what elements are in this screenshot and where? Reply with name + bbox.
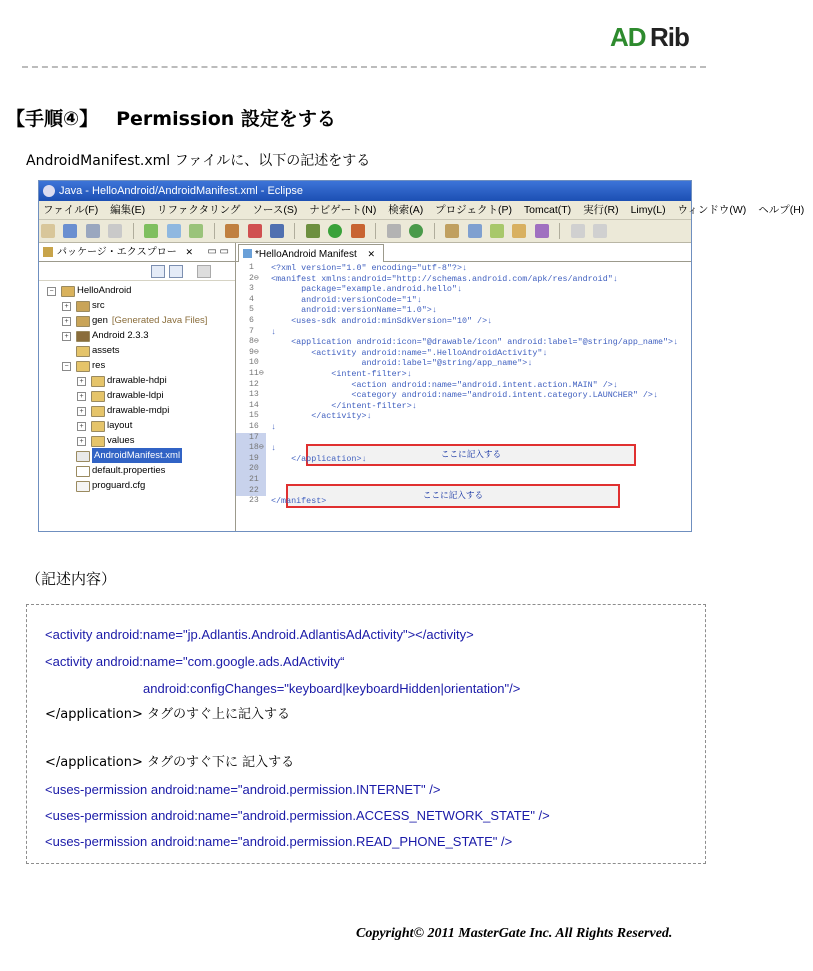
tree-item-text: layout: [107, 420, 133, 431]
tree-item-label: [107, 433, 134, 448]
package-explorer-toolbar: [39, 262, 235, 281]
toolbar-separator: [214, 223, 215, 239]
tree-item-label: [107, 388, 164, 403]
tree-item-text: proguard.cfg: [92, 480, 146, 491]
line-number: 6: [249, 316, 254, 325]
page-subtitle: AndroidManifest.xml ファイルに、以下の記述をする: [26, 153, 371, 169]
code-line: <intent-filter>↓: [271, 369, 412, 379]
menu-navigate[interactable]: ナビゲート(N): [309, 204, 377, 216]
build-icon[interactable]: [225, 224, 239, 238]
editor-tab-label: *HelloAndroid Manifest: [255, 249, 357, 260]
expand-icon[interactable]: +: [62, 332, 71, 341]
code-line: <manifest xmlns:android="http://schemas.android.com/apk/res/android"↓: [271, 273, 618, 284]
code-line: ↓: [271, 422, 277, 432]
line-number: 15: [249, 411, 259, 421]
eclipse-title-bar: [39, 181, 691, 201]
code-line: </intent-filter>↓: [271, 400, 417, 411]
tree-item-text: assets: [92, 345, 120, 356]
line-number: 4: [249, 294, 254, 304]
line-number: 1: [249, 263, 254, 272]
package-explorer-label: パッケージ・エクスプロー: [57, 247, 177, 258]
code-line: <uses-sdk android:minSdkVersion="10" />↓: [271, 316, 493, 326]
code-line: </manifest>: [271, 496, 327, 507]
tree-item[interactable]: [39, 418, 235, 433]
expand-icon[interactable]: +: [62, 302, 71, 311]
tree-item-text: Android 2.3.3: [92, 330, 149, 341]
editor-pane: [236, 243, 691, 531]
code-line-config-changes: android:configChanges="keyboard|keyboardHidden|orientation"/>: [143, 681, 521, 696]
code-line: <category android:name="android.intent.category.LAUNCHER" />↓: [271, 390, 658, 401]
forward-icon[interactable]: [593, 224, 607, 238]
run-icon[interactable]: [328, 224, 342, 238]
file-icon: [76, 481, 90, 492]
tree-item[interactable]: [39, 463, 235, 478]
open-resource-icon[interactable]: [468, 224, 482, 238]
expand-icon[interactable]: +: [62, 317, 71, 326]
code-line: ↓: [271, 443, 277, 454]
collapse-icon[interactable]: −: [47, 287, 56, 296]
tree-item[interactable]: [39, 343, 235, 358]
tree-item-text: drawable-hdpi: [107, 375, 167, 386]
tree-item[interactable]: [39, 403, 235, 418]
instruction-above-application: </application> タグのすぐ上に記入する: [45, 707, 291, 722]
line-number: 16: [249, 422, 259, 431]
eclipse-toolbar: [39, 220, 691, 243]
eclipse-app-icon: [43, 185, 55, 197]
page-title: [6, 104, 336, 131]
package-explorer-icon: [43, 247, 53, 257]
menu-source[interactable]: ソース(S): [252, 204, 298, 216]
menu-limy[interactable]: Limy(L): [630, 204, 666, 216]
new-icon[interactable]: [41, 224, 55, 238]
code-line: <?xml version="1.0" encoding="utf-8"?>↓: [271, 263, 468, 273]
line-number: 8⊖: [249, 337, 259, 347]
link-editor-icon[interactable]: [169, 265, 183, 278]
expand-icon[interactable]: +: [77, 437, 86, 446]
code-line-permission-internet: <uses-permission android:name="android.permission.INTERNET" />: [45, 782, 441, 797]
toggle-mark-icon[interactable]: [535, 224, 549, 238]
line-number-gutter: [236, 263, 266, 531]
tomcat-stop-icon[interactable]: [270, 224, 284, 238]
tree-item[interactable]: [39, 358, 235, 373]
menu-file[interactable]: ファイル(F): [43, 204, 99, 216]
toolbar-separator: [133, 223, 134, 239]
expand-icon[interactable]: +: [77, 407, 86, 416]
eclipse-workbench: [39, 243, 691, 531]
toolbar-separator: [559, 223, 560, 239]
menu-window[interactable]: ウィンドウ(W): [677, 204, 747, 216]
header-divider: [22, 66, 706, 68]
menu-tomcat[interactable]: Tomcat(T): [523, 204, 572, 216]
library-icon: [76, 331, 90, 342]
tree-item[interactable]: [39, 448, 235, 463]
editor-tab-bar: [236, 243, 691, 262]
search-icon[interactable]: [490, 224, 504, 238]
tree-item-label: [77, 283, 131, 298]
view-menu-icon[interactable]: [197, 265, 211, 278]
android-project-icon[interactable]: [189, 224, 203, 238]
android-sdk-icon[interactable]: [144, 224, 158, 238]
tree-item-label: [92, 313, 207, 328]
folder-icon: [76, 346, 90, 357]
tree-item[interactable]: [39, 478, 235, 493]
line-number: 5: [249, 305, 254, 315]
line-number: 7: [249, 326, 254, 336]
description-code-box: [26, 604, 706, 864]
tree-item[interactable]: [39, 433, 235, 448]
manifest-file-icon: [243, 249, 252, 258]
tree-item[interactable]: [39, 283, 235, 298]
code-line: </activity>↓: [271, 411, 372, 422]
annotation-icon[interactable]: [512, 224, 526, 238]
project-folder-icon: [61, 286, 75, 297]
code-line: <action android:name="android.intent.action.MAIN" />↓: [271, 379, 618, 390]
new-package-icon[interactable]: [409, 224, 423, 238]
print-icon[interactable]: [108, 224, 122, 238]
folder-icon: [91, 436, 105, 447]
line-number: 19: [236, 454, 266, 465]
code-line: <activity android:name=".HelloAndroidActivity"↓: [271, 347, 548, 358]
expand-icon[interactable]: +: [77, 422, 86, 431]
external-tools-icon[interactable]: [351, 224, 365, 238]
toolbar-separator: [294, 223, 295, 239]
insert-here-box-2: ここに記入する: [286, 484, 620, 508]
copyright-footer: Copyright© 2011 MasterGate Inc. All Rights Reserved.: [356, 926, 673, 941]
package-explorer: [39, 243, 236, 531]
package-explorer-tab[interactable]: [39, 243, 235, 262]
tree-item-label: [107, 403, 169, 418]
collapse-all-icon[interactable]: [151, 265, 165, 278]
save-icon[interactable]: [63, 224, 77, 238]
source-folder-icon: [76, 316, 90, 327]
tree-item-label: [107, 418, 132, 433]
code-line: <application android:icon="@drawable/icon" android:label="@string/app_name">↓: [271, 337, 679, 348]
project-tree: [39, 283, 235, 493]
code-line: android:versionCode="1"↓: [271, 294, 422, 305]
toolbar-separator: [375, 223, 376, 239]
tree-item-label: [92, 448, 182, 463]
code-line-permission-network-state: <uses-permission android:name="android.permission.ACCESS_NETWORK_STATE" />: [45, 808, 550, 823]
folder-icon: [91, 406, 105, 417]
line-number: 14: [249, 400, 259, 410]
tree-item[interactable]: [39, 373, 235, 388]
tree-item-note: [Generated Java Files]: [111, 315, 208, 326]
line-number: 10: [249, 358, 259, 368]
expand-icon[interactable]: +: [77, 392, 86, 401]
adrib-logo: [604, 20, 706, 54]
collapse-icon[interactable]: −: [62, 362, 71, 371]
tree-item-text: res: [92, 360, 106, 371]
folder-icon: [91, 421, 105, 432]
back-icon[interactable]: [571, 224, 585, 238]
line-number: 20: [236, 464, 266, 475]
minimize-maximize-icon[interactable]: ▭ ▭: [207, 246, 229, 257]
tree-item-label: [92, 298, 105, 313]
folder-icon: [91, 376, 105, 387]
code-editor[interactable]: [236, 263, 691, 531]
tree-item-text: AndroidManifest.xml: [94, 450, 181, 461]
folder-icon: [76, 361, 90, 372]
code-line-activity-adlantis: <activity android:name="jp.Adlantis.Android.AdlantisAdActivity"></activity>: [45, 627, 474, 642]
toolbar-separator: [434, 223, 435, 239]
title-main: Permission 設定をする: [116, 108, 336, 130]
instruction-below-application: </application> タグのすぐ下に 記入する: [45, 755, 295, 770]
description-heading: （記述内容）: [26, 570, 117, 588]
menu-run[interactable]: 実行(R): [583, 204, 619, 216]
menu-project[interactable]: プロジェクト(P): [435, 204, 512, 216]
xml-file-icon: [76, 451, 90, 462]
menu-help[interactable]: ヘルプ(H): [758, 204, 805, 216]
line-number: 13: [249, 390, 259, 400]
code-line-permission-phone-state: <uses-permission android:name="android.permission.READ_PHONE_STATE" />: [45, 834, 513, 849]
editor-tab-close[interactable]: ✕: [367, 249, 376, 259]
tree-item-text: values: [107, 435, 135, 446]
code-line: package="example.android.hello"↓: [271, 284, 462, 295]
editor-tab[interactable]: [238, 244, 384, 262]
tree-item-text: gen: [92, 315, 108, 326]
tree-item[interactable]: [39, 328, 235, 343]
eclipse-window: [38, 180, 805, 532]
menu-search[interactable]: 検索(A): [388, 204, 424, 216]
line-number: 3: [249, 284, 254, 294]
tree-item-label: [92, 343, 119, 358]
tree-item-text: drawable-mdpi: [107, 405, 170, 416]
new-java-class-icon[interactable]: [387, 224, 401, 238]
menu-edit[interactable]: 編集(E): [110, 204, 146, 216]
tree-item-label: [92, 328, 149, 343]
avd-manager-icon[interactable]: [167, 224, 181, 238]
properties-file-icon: [76, 466, 90, 477]
tree-item-text: drawable-ldpi: [107, 390, 164, 401]
tree-item[interactable]: [39, 388, 235, 403]
line-number: 21: [236, 475, 266, 486]
tree-item-text: src: [92, 300, 105, 311]
line-number: 22: [236, 486, 266, 497]
logo-ad-text: AD: [610, 22, 646, 52]
line-number: 2⊖: [249, 273, 259, 283]
tree-item-label: [107, 373, 167, 388]
step-label: 【手順④】: [6, 108, 99, 130]
tree-item-text: HelloAndroid: [77, 285, 132, 296]
source-folder-icon: [76, 301, 90, 312]
tree-item-label: [92, 463, 165, 478]
line-number: 17: [236, 433, 266, 444]
line-number: 18⊖: [236, 443, 266, 454]
tree-item-label: [92, 358, 105, 373]
tomcat-start-icon[interactable]: [248, 224, 262, 238]
eclipse-menu-bar: [39, 201, 805, 220]
menu-refactor[interactable]: リファクタリング: [157, 204, 241, 216]
debug-icon[interactable]: [306, 224, 320, 238]
line-number: 12: [249, 379, 259, 389]
folder-icon: [91, 391, 105, 402]
expand-icon[interactable]: +: [77, 377, 86, 386]
open-type-icon[interactable]: [445, 224, 459, 238]
logo-rib-text: Rib: [650, 22, 689, 52]
code-line: ↓: [271, 326, 277, 337]
package-explorer-close[interactable]: ✕: [185, 247, 194, 257]
tree-item-label: [92, 478, 145, 493]
line-number: 9⊖: [249, 347, 259, 357]
tree-item-text: default.properties: [92, 465, 166, 476]
code-line: android:versionName="1.0">↓: [271, 305, 437, 316]
code-line: android:label="@string/app_name">↓: [271, 358, 533, 369]
eclipse-window-title: Java - HelloAndroid/AndroidManifest.xml - Eclipse: [59, 185, 303, 197]
line-number: 11⊖: [249, 369, 264, 378]
code-line: </application>↓: [271, 453, 367, 464]
code-line-activity-admob: <activity android:name="com.google.ads.AdActivity“: [45, 654, 345, 669]
line-number: 23: [249, 496, 259, 506]
insert-here-box-1: ここに記入する: [306, 444, 636, 466]
save-all-icon[interactable]: [86, 224, 100, 238]
tree-item[interactable]: [39, 298, 235, 313]
tree-item[interactable]: [39, 313, 235, 328]
